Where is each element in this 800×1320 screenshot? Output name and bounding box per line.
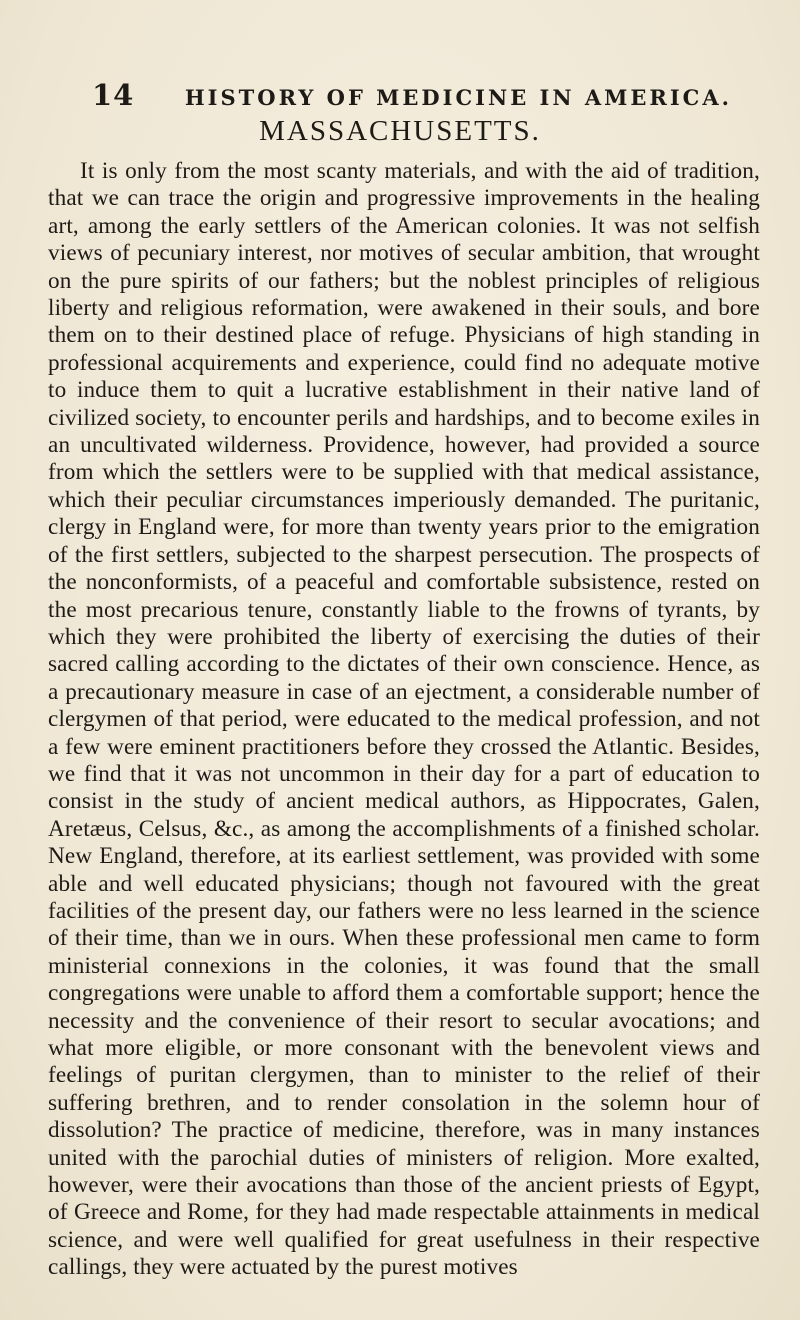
- page-number: 14: [92, 78, 135, 112]
- body-paragraph: [48, 158, 760, 1282]
- running-title: HISTORY OF MEDICINE IN AMERICA.: [184, 85, 732, 110]
- body-paragraph-text: It is only from the most scanty materials, and with the aid of tradition, that we can trace the origin and progressive improvements in the healing art, among the early settlers of the American colonies. It was not selfish views of pecuniary interest, nor motives of secular ambition, that wrought on the pure spirits of our fathers; but the noblest principles of religious liberty and religious reformation, were awakened in their souls, and bore them on to their destined place of refuge. Physicians of high standing in professional acquirements and experience, could find no adequate motive to induce them to quit a lucrative establishment in their native land of civilized society, to encounter perils and hardships, and to become exiles in an uncultivated wilderness. Providence, however, had provided a source from which the settlers were to be supplied with that medical assistance, which their peculiar circumstances imperiously demanded. The puritanic, clergy in England were, for more than twenty years prior to the emigration of the first settlers, subjected to the sharpest persecution. The prospects of the nonconformists, of a peaceful and comfortable subsistence, rested on the most precarious tenure, constantly liable to the frowns of tyrants, by which they were prohibited the liberty of exercising the duties of their sacred calling according to the dictates of their own conscience. Hence, as a precautionary measure in case of an ejectment, a considerable number of clergymen of that period, were educated to the medical profession, and not a few were eminent practitioners before they crossed the Atlantic. Besides, we find that it was not uncommon in their day for a part of education to consist in the study of ancient medical authors, as Hippocrates, Galen, Aretæus, Celsus, &c., as among the accomplishments of a finished scholar. New England, therefore, at its earliest settlement, was provided with some able and well educated physicians; though not favoured with the great facilities of the present day, our fathers were no less learned in the science of their time, than we in ours. When these professional men came to form ministerial connexions in the colonies, it was found that the small congregations were unable to afford them a comfortable support; hence the necessity and the convenience of their resort to secular avocations; and what more eligible, or more consonant with the benevolent views and feelings of puritan clergymen, than to minister to the relief of their suffering brethren, and to render consolation in the solemn hour of dissolution? The practice of medicine, therefore, was in many instances united with the parochial duties of ministers of religion. More exalted, however, were their avocations than those of the ancient priests of Egypt, of Greece and Rome, for they had made respectable attainments in medical science, and were well qualified for great usefulness in their respective callings, they were actuated by the purest motives: [48, 158, 760, 1281]
- section-heading: MASSACHUSETTS.: [259, 115, 541, 147]
- running-head: [92, 78, 732, 118]
